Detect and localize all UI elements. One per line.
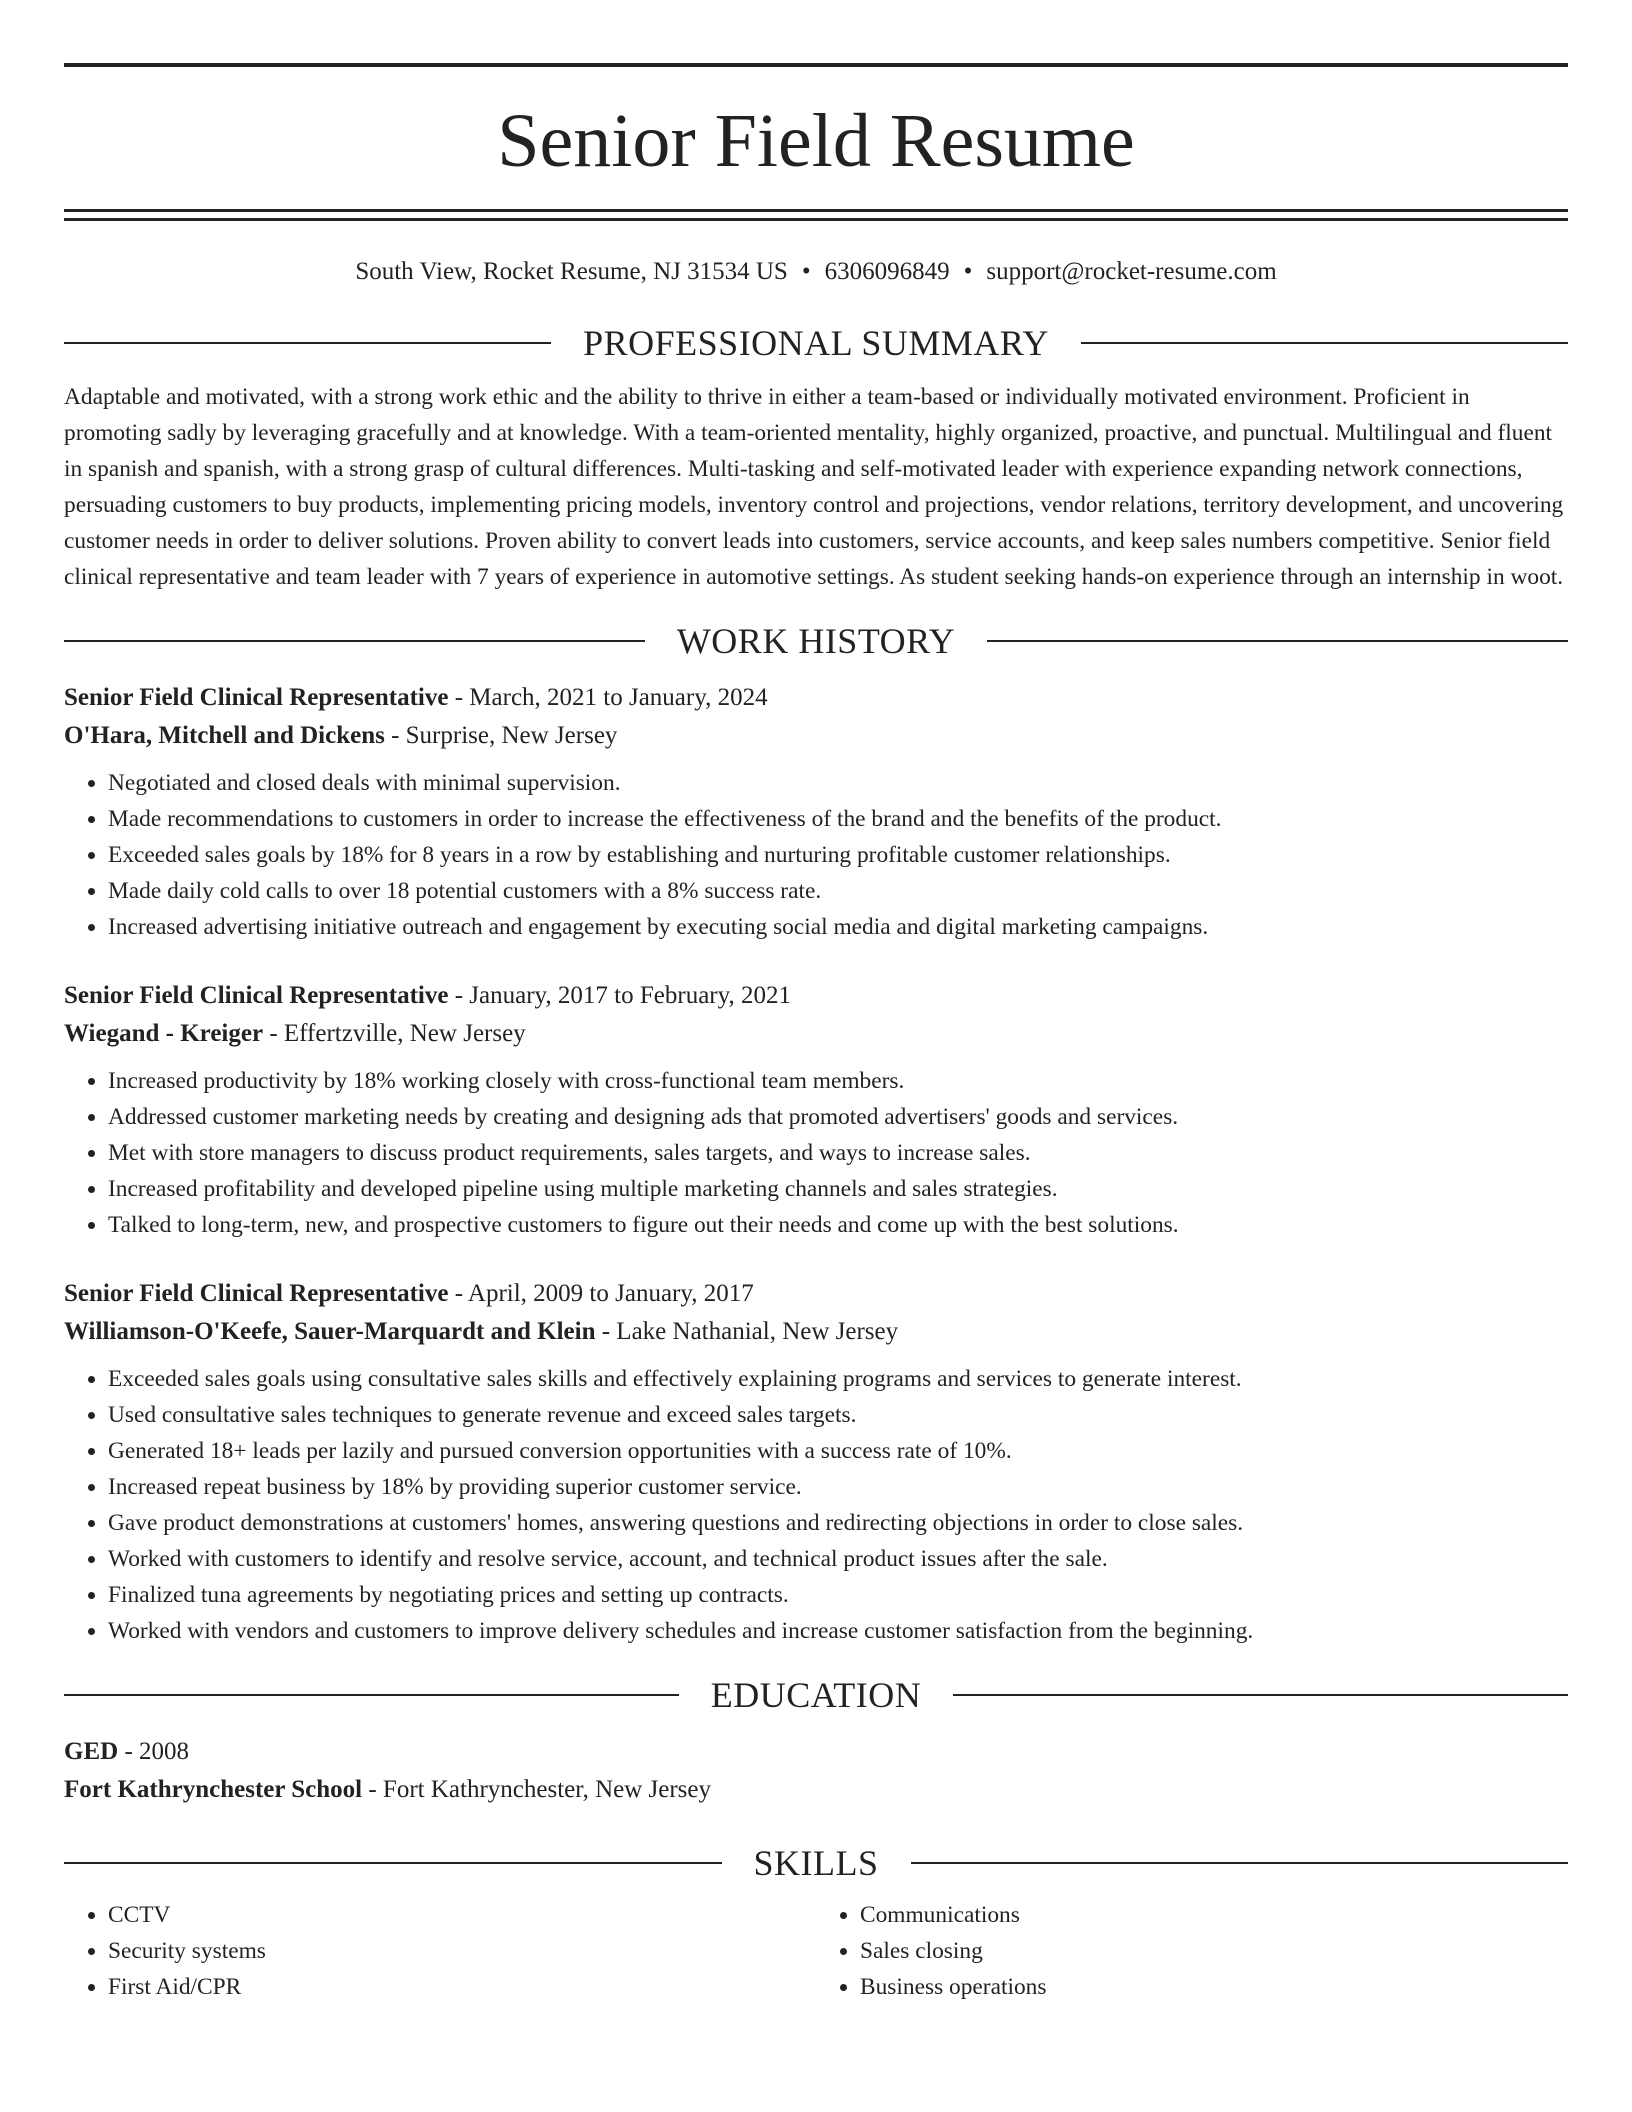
job-bullet: • Increased productivity by 18% working closely with cross-functional team members. [108, 1063, 1568, 1099]
section-rule [64, 1862, 722, 1864]
job-entry [64, 679, 1568, 945]
job-bullet: • Made recommendations to customers in order to increase the effectiveness of the brand and the benefits of the product. [108, 801, 1568, 837]
job-bullet: • Worked with vendors and customers to improve delivery schedules and increase customer satisfaction from the beginning. [108, 1613, 1568, 1649]
job-bullet: • Made daily cold calls to over 18 potential customers with a 8% success rate. [108, 873, 1568, 909]
skill-item: • Business operations [860, 1969, 1568, 2005]
job-bullet: • Increased profitability and developed pipeline using multiple marketing channels and sales strategies. [108, 1171, 1568, 1207]
top-rule [64, 63, 1568, 67]
job-dates: - April, 2009 to January, 2017 [448, 1280, 754, 1307]
job-bullet: • Finalized tuna agreements by negotiating prices and setting up contracts. [108, 1577, 1568, 1613]
job-bullet: • Talked to long-term, new, and prospective customers to figure out their needs and come up with the best solutions. [108, 1207, 1568, 1243]
education-school: Fort Kathrynchester School [64, 1776, 363, 1803]
work-heading: WORK HISTORY [676, 621, 956, 661]
skills-column-left [64, 1897, 816, 2005]
skill-item: • First Aid/CPR [108, 1969, 816, 2005]
skill-item: • Sales closing [860, 1933, 1568, 1969]
job-company: Williamson-O'Keefe, Sauer-Marquardt and Klein [64, 1318, 596, 1345]
job-title-line [64, 1275, 1568, 1313]
job-entry [64, 977, 1568, 1243]
job-bullets [64, 1361, 1568, 1649]
job-location: - Surprise, New Jersey [384, 722, 618, 749]
job-bullet: • Worked with customers to identify and resolve service, account, and technical product issues after the sale. [108, 1541, 1568, 1577]
job-bullet: • Increased advertising initiative outreach and engagement by executing social media and digital marketing campaigns. [108, 909, 1568, 945]
skill-item: • Communications [860, 1897, 1568, 1933]
section-rule [64, 640, 645, 642]
job-dates: - January, 2017 to February, 2021 [448, 982, 791, 1009]
education-degree-line [64, 1733, 1568, 1771]
section-rule [987, 640, 1568, 642]
job-title: Senior Field Clinical Representative [64, 1280, 449, 1307]
summary-heading: PROFESSIONAL SUMMARY [583, 323, 1049, 363]
education-school-line [64, 1771, 1568, 1809]
job-bullet: • Exceeded sales goals by 18% for 8 years in a row by establishing and nurturing profitable customer relationships. [108, 837, 1568, 873]
education-location: - Fort Kathrynchester, New Jersey [362, 1776, 711, 1803]
job-bullet: • Used consultative sales techniques to generate revenue and exceed sales targets. [108, 1397, 1568, 1433]
job-title-line [64, 679, 1568, 717]
job-company-line [64, 1015, 1568, 1053]
job-bullet: • Negotiated and closed deals with minimal supervision. [108, 765, 1568, 801]
job-bullets [64, 1063, 1568, 1243]
summary-text: Adaptable and motivated, with a strong work ethic and the ability to thrive in either a team-based or individually motivated environment. Proficient in promoting sadly by leveraging gracefully and at knowledge. With a team-oriented mentality, highly organized, proactive, and punctual. Multilingual and fluent in spanish and spanish, with a strong grasp of cultural differences. Multi-tasking and self-motivated leader with experience expanding network connections, persuading customers to buy products, implementing pricing models, inventory control and projections, vendor relations, territory development, and uncovering customer needs in order to deliver solutions. Proven ability to convert leads into customers, service accounts, and keep sales numbers competitive. Senior field clinical representative and team leader with 7 years of experience in automotive settings. As student seeking hands-on experience through an internship in woot. [64, 384, 1564, 590]
job-company: O'Hara, Mitchell and Dickens [64, 722, 385, 749]
skill-item: • Security systems [108, 1933, 816, 1969]
contact-email: support@rocket-resume.com [986, 258, 1277, 285]
job-dates: - March, 2021 to January, 2024 [448, 684, 768, 711]
education-heading: EDUCATION [710, 1675, 922, 1715]
education-year: - 2008 [118, 1738, 190, 1765]
section-rule [64, 1694, 679, 1696]
job-company: Wiegand - Kreiger [64, 1020, 264, 1047]
summary-section-header [64, 323, 1568, 363]
section-rule [64, 342, 551, 344]
job-location: - Lake Nathanial, New Jersey [595, 1318, 899, 1345]
contact-separator: • [801, 258, 811, 285]
job-title-line [64, 977, 1568, 1015]
education-section-header [64, 1675, 1568, 1715]
job-bullet: • Met with store managers to discuss product requirements, sales targets, and ways to increase sales. [108, 1135, 1568, 1171]
job-title: Senior Field Clinical Representative [64, 684, 449, 711]
education-entry [64, 1733, 1568, 1809]
skill-item: • CCTV [108, 1897, 816, 1933]
job-title: Senior Field Clinical Representative [64, 982, 449, 1009]
skills-column-right [816, 1897, 1568, 2005]
job-bullet: • Increased repeat business by 18% by providing superior customer service. [108, 1469, 1568, 1505]
job-location: - Effertzville, New Jersey [263, 1020, 526, 1047]
contact-line [64, 257, 1568, 287]
section-rule [953, 1694, 1568, 1696]
job-bullet: • Addressed customer marketing needs by creating and designing ads that promoted advertisers' goods and services. [108, 1099, 1568, 1135]
section-rule [911, 1862, 1569, 1864]
resume-title: Senior Field Resume [497, 99, 1135, 183]
title-double-rule [64, 209, 1568, 221]
job-bullet: • Generated 18+ leads per lazily and pursued conversion opportunities with a success rate of 10%. [108, 1433, 1568, 1469]
contact-address: South View, Rocket Resume, NJ 31534 US [355, 258, 788, 285]
skills-section-header [64, 1843, 1568, 1883]
education-degree: GED [64, 1738, 119, 1765]
section-rule [1081, 342, 1568, 344]
contact-phone: 6306096849 [824, 258, 950, 285]
job-company-line [64, 1313, 1568, 1351]
work-section-header [64, 621, 1568, 661]
job-bullet: • Gave product demonstrations at customers' homes, answering questions and redirecting objections in order to close sales. [108, 1505, 1568, 1541]
skills-grid [64, 1897, 1568, 2005]
contact-separator: • [963, 258, 973, 285]
job-entry [64, 1275, 1568, 1649]
skills-heading: SKILLS [753, 1843, 879, 1883]
job-company-line [64, 717, 1568, 755]
job-bullet: • Exceeded sales goals using consultative sales skills and effectively explaining programs and services to generate interest. [108, 1361, 1568, 1397]
job-bullets [64, 765, 1568, 945]
